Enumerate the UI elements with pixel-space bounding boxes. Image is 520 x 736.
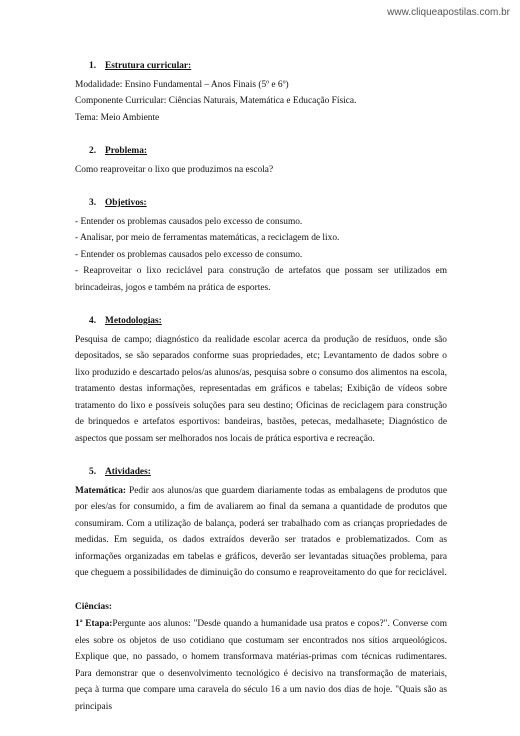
section-objetivos xyxy=(75,195,447,296)
section-title: Estrutura curricular: xyxy=(105,61,192,71)
problem-text: Como reaproveitar o lixo que produzimos na escola? xyxy=(75,164,274,175)
modalidade-line: Modalidade: Ensino Fundamental – Anos Finais (5º e 6º) xyxy=(75,79,289,90)
section-number: 5. xyxy=(89,467,97,477)
math-text: Pedir aos alunos/as que guardem diariamente todas as embalagens de produtos que por eles/as for consumido, a fim de avaliarem ao final da semana a quantidade de produtos que consumiram. Com a utilização de balança, poderá ser trabalhado com as crianças propriedades de medidas. Em seguida, os dados extraídos deverão ser tratados e problematizados. Com as informações organizadas em tabelas e gráficos, deverão ser levantadas situações problema, para que cheguem a possibilidades de diminuição do consumo e reaproveitamento do que for reciclável. xyxy=(75,485,447,578)
section-heading xyxy=(75,313,447,330)
section-title: Metodologias: xyxy=(105,316,162,326)
section-heading xyxy=(75,58,447,75)
section-number: 3. xyxy=(89,198,97,208)
math-activity xyxy=(75,483,447,582)
objective-item: - Analisar, por meio de ferramentas matemáticas, a reciclagem de lixo. xyxy=(75,233,340,243)
document-page xyxy=(75,58,447,715)
section-title: Objetivos: xyxy=(105,198,147,208)
section-heading xyxy=(75,143,447,160)
section-heading xyxy=(75,464,447,481)
watermark: www.cliqueapostilas.com.br xyxy=(387,7,510,18)
section-title: Atividades: xyxy=(105,467,151,477)
math-label: Matemática: xyxy=(75,485,127,496)
section-heading xyxy=(75,195,447,212)
step-text: Pergunte aos alunos: "Desde quando a humanidade usa pratos e copos?". Converse com eles sobre os objetos de uso cotidiano que costumam ser encontrados nos sítios arqueológicos. Explique que, no passado, o homem transformava matérias-primas com técnicas rudimentares. Para demonstrar que o desenvolvimento tecnológico é decisivo na transformação de materiais, peça à turma que compare uma caravela do século 16 a um navio dos dias de hoje. "Quais são as principais xyxy=(75,619,448,712)
step-label: 1ª Etapa: xyxy=(75,619,113,629)
science-title: Ciências: xyxy=(75,601,112,612)
section-number: 1. xyxy=(89,61,97,71)
componente-line: Componente Curricular: Ciências Naturais, Matemática e Educação Física. xyxy=(75,96,357,106)
section-problema xyxy=(75,143,447,178)
section-metodologias xyxy=(75,313,447,447)
methodology-text: Pesquisa de campo; diagnóstico da realidade escolar acerca da produção de resíduos, onde são depositados, se são separados conforme suas propriedades, etc; Levantamento de dados sobre o lixo produzido e descartado pelos/as alunos/as, pesquisa sobre o consumo dos alimentos na escola, tratamento destas informações, representadas em gráficos e tabelas; Exibição de vídeos sobre tratamento do lixo e possíveis soluções para seu destino; Oficinas de reciclagem para construção de brinquedos e artefatos esportivos: bandeiras, bastões, petecas, medalhasete; Diagnóstico de aspectos que possam ser melhorados nos locais de prática esportiva e recreação. xyxy=(75,334,447,444)
objective-item: - Reaproveitar o lixo reciclável para construção de artefatos que possam ser utilizados em brincadeiras, jogos e também na prática de esportes. xyxy=(75,266,447,293)
science-step-1 xyxy=(75,616,447,715)
objective-item: - Entender os problemas causados pelo excesso de consumo. xyxy=(75,249,303,260)
tema-line: Tema: Meio Ambiente xyxy=(75,112,160,123)
section-number: 4. xyxy=(89,316,97,326)
objective-item: - Entender os problemas causados pelo excesso de consumo. xyxy=(75,216,303,227)
section-number: 2. xyxy=(89,146,97,156)
section-ciencias xyxy=(75,599,447,716)
section-estrutura-curricular xyxy=(75,58,447,126)
section-title: Problema: xyxy=(105,146,148,156)
section-atividades xyxy=(75,464,447,582)
